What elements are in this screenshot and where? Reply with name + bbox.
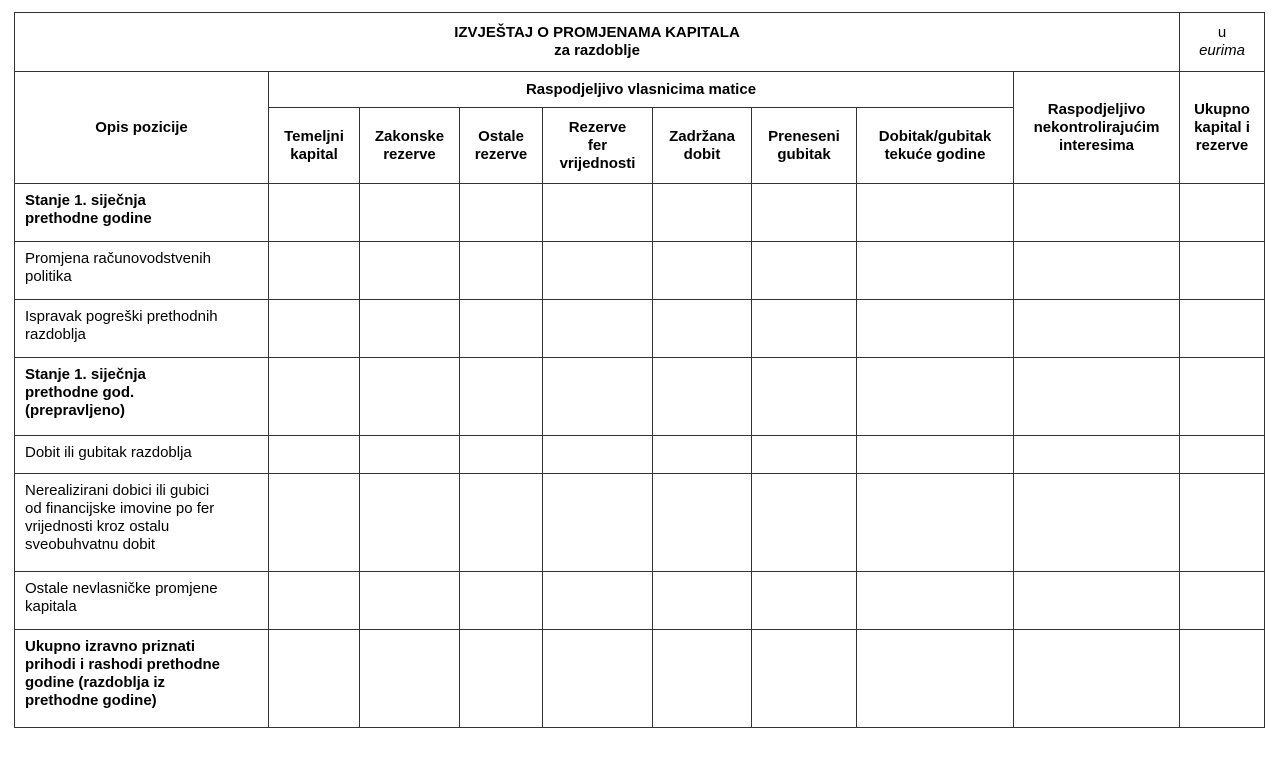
value-cell — [543, 184, 653, 242]
value-cell — [857, 358, 1014, 436]
header-dobitak-gubitak-tekuce-godine — [857, 108, 1014, 184]
value-cell — [752, 300, 857, 358]
row-label — [15, 572, 269, 630]
header-line: kapital i — [1194, 118, 1250, 136]
row-label-line: Ispravak pogreški prethodnih — [25, 308, 218, 325]
table-row — [15, 300, 1265, 358]
row-label-line: Ostale nevlasničke promjene — [25, 580, 218, 597]
value-cell — [1180, 300, 1265, 358]
value-cell — [752, 572, 857, 630]
value-cell — [1014, 242, 1180, 300]
header-line: rezerve — [383, 145, 436, 163]
header-total-capital — [1180, 72, 1265, 184]
table-row — [15, 436, 1265, 474]
value-cell — [653, 572, 752, 630]
row-label — [15, 300, 269, 358]
value-cell — [752, 436, 857, 474]
row-label-line: prethodne godine) — [25, 692, 157, 709]
header-line: rezerve — [474, 145, 528, 163]
value-cell — [857, 630, 1014, 728]
value-cell — [857, 184, 1014, 242]
table-row — [15, 184, 1265, 242]
report-title-line: IZVJEŠTAJ O PROMJENAMA KAPITALA — [454, 24, 740, 41]
title-row — [15, 13, 1265, 72]
row-label-line: prethodne godine — [25, 210, 152, 227]
value-cell — [752, 184, 857, 242]
row-label-line: Ukupno izravno priznati — [25, 638, 196, 655]
value-cell — [653, 358, 752, 436]
group-header-row — [15, 72, 1265, 108]
table-row — [15, 474, 1265, 572]
header-line: Rezerve — [568, 118, 627, 136]
value-cell — [460, 184, 543, 242]
table-row — [15, 242, 1265, 300]
value-cell — [1014, 358, 1180, 436]
value-cell — [543, 474, 653, 572]
value-cell — [360, 474, 460, 572]
header-zakonske-rezerve — [360, 108, 460, 184]
value-cell — [460, 242, 543, 300]
value-cell — [1014, 630, 1180, 728]
currency-unit-prefix: u — [1217, 24, 1227, 41]
equity-changes-table — [14, 12, 1265, 728]
table-row — [15, 572, 1265, 630]
row-label-line: prihodi i rashodi prethodne — [25, 656, 220, 673]
value-cell — [269, 572, 360, 630]
row-label-line: Stanje 1. siječnja — [25, 192, 146, 209]
row-label-line: razdoblja — [25, 326, 86, 343]
value-cell — [1180, 436, 1265, 474]
row-label-line: sveobuhvatnu dobit — [25, 536, 156, 553]
value-cell — [543, 300, 653, 358]
table-row — [15, 358, 1265, 436]
header-zadrzana-dobit — [653, 108, 752, 184]
header-line: gubitak — [777, 145, 831, 163]
value-cell — [752, 630, 857, 728]
value-cell — [360, 242, 460, 300]
value-cell — [360, 572, 460, 630]
value-cell — [653, 436, 752, 474]
header-line: nekontrolirajućim — [1033, 118, 1160, 136]
header-line: kapital — [290, 145, 338, 163]
value-cell — [269, 358, 360, 436]
value-cell — [857, 242, 1014, 300]
header-line: interesima — [1058, 136, 1135, 154]
row-label — [15, 242, 269, 300]
value-cell — [653, 300, 752, 358]
table-row — [15, 630, 1265, 728]
value-cell — [1180, 242, 1265, 300]
row-label-line: politika — [25, 268, 72, 285]
value-cell — [269, 300, 360, 358]
currency-unit-name: eurima — [1199, 42, 1245, 59]
value-cell — [1180, 630, 1265, 728]
header-preneseni-gubitak — [752, 108, 857, 184]
header-line: Zadržana — [669, 127, 735, 145]
report-title — [15, 13, 1180, 72]
header-parent-owners: Raspodjeljivo vlasnicima matice — [269, 72, 1014, 108]
value-cell — [857, 300, 1014, 358]
value-cell — [360, 184, 460, 242]
row-label — [15, 474, 269, 572]
value-cell — [360, 358, 460, 436]
value-cell — [543, 242, 653, 300]
row-label-line: vrijednosti kroz ostalu — [25, 518, 170, 535]
value-cell — [1014, 436, 1180, 474]
header-rezerve-fer-vrijednosti — [543, 108, 653, 184]
value-cell — [1180, 572, 1265, 630]
value-cell — [460, 300, 543, 358]
header-line: Ostale — [478, 127, 524, 145]
value-cell — [857, 474, 1014, 572]
header-opis-pozicije: Opis pozicije — [15, 72, 269, 184]
header-line: Raspodjeljivo — [1047, 100, 1146, 118]
row-label-line: (prepravljeno) — [25, 402, 126, 419]
value-cell — [752, 242, 857, 300]
header-line: Dobitak/gubitak — [878, 127, 992, 145]
header-line: Temeljni — [284, 127, 344, 145]
value-cell — [752, 474, 857, 572]
row-label — [15, 184, 269, 242]
value-cell — [460, 630, 543, 728]
value-cell — [460, 572, 543, 630]
row-label-line: kapitala — [25, 598, 77, 615]
value-cell — [460, 436, 543, 474]
table-body — [15, 184, 1265, 728]
value-cell — [543, 630, 653, 728]
value-cell — [857, 436, 1014, 474]
value-cell — [460, 474, 543, 572]
value-cell — [653, 184, 752, 242]
header-line: Preneseni — [768, 127, 840, 145]
row-label — [15, 358, 269, 436]
row-label — [15, 436, 269, 474]
value-cell — [543, 436, 653, 474]
value-cell — [269, 630, 360, 728]
value-cell — [653, 242, 752, 300]
value-cell — [752, 358, 857, 436]
header-temeljni-kapital — [269, 108, 360, 184]
header-line: dobit — [683, 145, 721, 163]
header-non-controlling — [1014, 72, 1180, 184]
header-line: Ukupno — [1194, 100, 1250, 118]
row-label-line: Dobit ili gubitak razdoblja — [25, 444, 192, 461]
value-cell — [653, 630, 752, 728]
value-cell — [543, 358, 653, 436]
row-label — [15, 630, 269, 728]
header-line: rezerve — [1195, 136, 1249, 154]
value-cell — [460, 358, 543, 436]
value-cell — [269, 242, 360, 300]
row-label-line: prethodne god. — [25, 384, 135, 401]
value-cell — [1180, 184, 1265, 242]
value-cell — [1014, 572, 1180, 630]
value-cell — [857, 572, 1014, 630]
value-cell — [269, 474, 360, 572]
header-line: vrijednosti — [559, 154, 636, 172]
value-cell — [1014, 474, 1180, 572]
header-line: fer — [587, 136, 608, 154]
value-cell — [1180, 358, 1265, 436]
value-cell — [653, 474, 752, 572]
report-subtitle: za razdoblje — [554, 42, 640, 59]
value-cell — [269, 436, 360, 474]
value-cell — [360, 630, 460, 728]
row-label-line: Promjena računovodstvenih — [25, 250, 211, 267]
value-cell — [360, 300, 460, 358]
header-ostale-rezerve — [460, 108, 543, 184]
value-cell — [1014, 184, 1180, 242]
value-cell — [1014, 300, 1180, 358]
value-cell — [360, 436, 460, 474]
row-label-line: godine (razdoblja iz — [25, 674, 166, 691]
row-label-line: Stanje 1. siječnja — [25, 366, 146, 383]
currency-unit — [1180, 13, 1265, 72]
header-line: tekuće godine — [884, 145, 986, 163]
value-cell — [543, 572, 653, 630]
value-cell — [269, 184, 360, 242]
row-label-line: od financijske imovine po fer — [25, 500, 215, 517]
header-line: Zakonske — [374, 127, 445, 145]
value-cell — [1180, 474, 1265, 572]
row-label-line: Nerealizirani dobici ili gubici — [25, 482, 210, 499]
